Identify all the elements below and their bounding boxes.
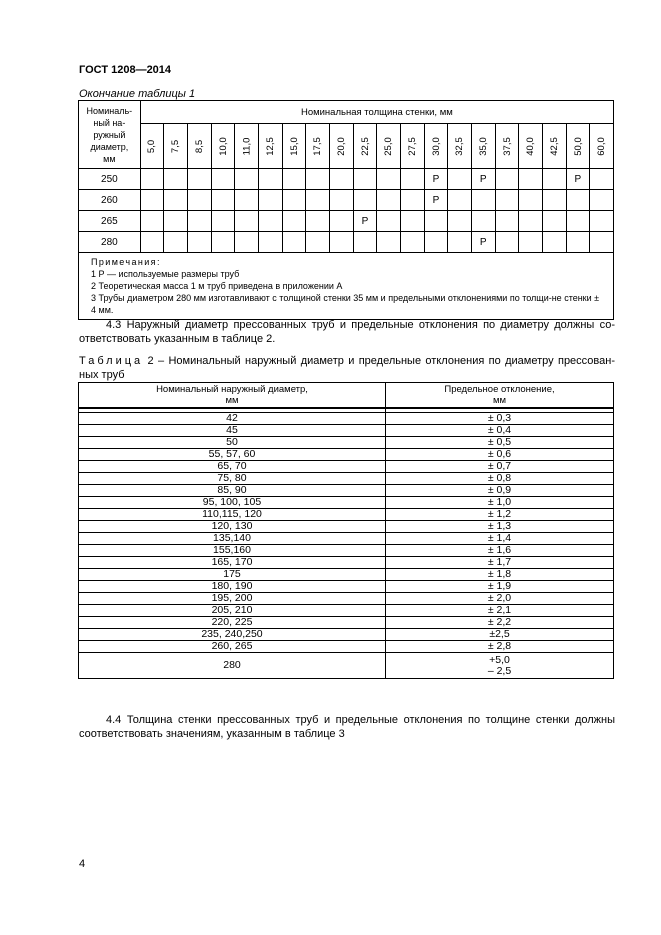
table1-header-row: [79, 101, 614, 124]
size-mark-cell: Р: [424, 169, 448, 190]
tolerance-cell: ± 0,4: [386, 425, 614, 437]
size-mark-cell: [495, 169, 519, 190]
header-line: Номинальный наружный диаметр,: [156, 384, 308, 395]
size-mark-cell: [377, 190, 401, 211]
thickness-column-header: [164, 124, 188, 169]
thickness-value: 11,0: [241, 137, 253, 155]
size-mark-cell: Р: [471, 169, 495, 190]
diameter-cell: 265: [79, 211, 141, 232]
size-mark-cell: [235, 169, 259, 190]
size-mark-cell: [353, 169, 377, 190]
size-mark-cell: [211, 169, 235, 190]
thickness-column-header: [282, 124, 306, 169]
corner-header-line: мм: [103, 153, 116, 164]
thickness-column-header: [566, 124, 590, 169]
size-mark-cell: Р: [353, 211, 377, 232]
diameter-cell: 205, 210: [79, 605, 386, 617]
thickness-column-header: [400, 124, 424, 169]
table2-row: [79, 485, 614, 497]
size-mark-cell: [566, 190, 590, 211]
thickness-column-header: [259, 124, 283, 169]
tolerance-cell: ± 1,8: [386, 569, 614, 581]
header-line: мм: [492, 395, 507, 406]
tolerance-cell: ± 2,8: [386, 641, 614, 653]
thickness-value: 32,5: [454, 136, 466, 156]
size-mark-cell: [400, 190, 424, 211]
thickness-column-header: [353, 124, 377, 169]
tolerance-lower: – 2,5: [487, 664, 512, 677]
size-mark-cell: [424, 211, 448, 232]
table1-thickness-header-row: [79, 124, 614, 169]
thickness-column-header: [495, 124, 519, 169]
size-mark-cell: Р: [471, 232, 495, 253]
size-mark-cell: [495, 232, 519, 253]
size-mark-cell: [353, 190, 377, 211]
size-mark-cell: [519, 232, 543, 253]
diameter-cell: 250: [79, 169, 141, 190]
table2-caption-text: 2 – Номинальный наружный диаметр и предельные отклонения по диаметру прессован-ных труб: [79, 355, 615, 381]
tolerance-cell: [386, 653, 614, 679]
thickness-column-header: [329, 124, 353, 169]
table2-row: [79, 413, 614, 425]
size-mark-cell: [566, 232, 590, 253]
diameter-cell: 180, 190: [79, 581, 386, 593]
thickness-value: 7,5: [170, 139, 182, 153]
size-mark-cell: [329, 211, 353, 232]
diameter-cell: 45: [79, 425, 386, 437]
size-mark-cell: [188, 211, 212, 232]
diameter-cell: 260, 265: [79, 641, 386, 653]
tolerance-cell: ± 0,3: [386, 413, 614, 425]
size-mark-cell: [235, 232, 259, 253]
size-mark-cell: [164, 211, 188, 232]
table2-row: [79, 557, 614, 569]
size-mark-cell: [542, 190, 566, 211]
tolerance-cell: ± 0,8: [386, 473, 614, 485]
size-mark-cell: [282, 211, 306, 232]
table2-row: [79, 629, 614, 641]
tolerance-cell: ± 1,7: [386, 557, 614, 569]
tolerance-cell: ± 1,6: [386, 545, 614, 557]
corner-header-line: Номиналь-: [86, 105, 133, 116]
size-mark-cell: [495, 211, 519, 232]
corner-header-line: ружный: [93, 129, 126, 140]
size-mark-cell: [400, 232, 424, 253]
diameter-cell: 195, 200: [79, 593, 386, 605]
table2-row: [79, 581, 614, 593]
table2-row: [79, 425, 614, 437]
size-mark-cell: [188, 169, 212, 190]
tolerance-cell: ± 0,6: [386, 449, 614, 461]
tolerance-cell: ± 1,3: [386, 521, 614, 533]
thickness-column-header: [140, 124, 164, 169]
tolerance-cell: ±2,5: [386, 629, 614, 641]
diameter-cell: 75, 80: [79, 473, 386, 485]
diameter-cell: 280: [79, 653, 386, 679]
table2-header-tolerance: [386, 383, 614, 409]
thickness-value: 37,5: [501, 136, 513, 156]
size-mark-cell: [259, 211, 283, 232]
table1-wall-thickness: [78, 100, 614, 320]
table2-row: [79, 653, 614, 679]
size-mark-cell: [329, 169, 353, 190]
table2-diameter-tolerances: [78, 382, 614, 679]
size-mark-cell: [329, 232, 353, 253]
size-mark-cell: [377, 169, 401, 190]
size-mark-cell: [164, 190, 188, 211]
size-mark-cell: [424, 232, 448, 253]
size-mark-cell: [590, 169, 614, 190]
thickness-value: 5,0: [146, 139, 158, 153]
table2-row: [79, 509, 614, 521]
thickness-column-header: [211, 124, 235, 169]
note-item: 3 Трубы диаметром 280 мм изготавливают с толщиной стенки 35 мм и предельными отклонениями по толщи-не стенки ± 4 мм.: [91, 293, 600, 315]
table2-row: [79, 497, 614, 509]
thickness-value: 50,0: [572, 136, 584, 156]
thickness-value: 27,5: [406, 136, 418, 156]
diameter-cell: 165, 170: [79, 557, 386, 569]
note-item: 1 Р — используемые размеры труб: [91, 269, 240, 279]
size-mark-cell: [211, 190, 235, 211]
thickness-column-header: [519, 124, 543, 169]
tolerance-cell: ± 1,2: [386, 509, 614, 521]
thickness-column-header: [471, 124, 495, 169]
thickness-column-header: [542, 124, 566, 169]
size-mark-cell: [306, 211, 330, 232]
size-mark-cell: [188, 190, 212, 211]
table2-row: [79, 521, 614, 533]
tolerance-cell: ± 2,2: [386, 617, 614, 629]
size-mark-cell: [235, 211, 259, 232]
diameter-cell: 155,160: [79, 545, 386, 557]
table2-row: [79, 449, 614, 461]
table1-row: [79, 211, 614, 232]
size-mark-cell: [471, 211, 495, 232]
size-mark-cell: [542, 211, 566, 232]
table2-row: [79, 437, 614, 449]
size-mark-cell: [306, 232, 330, 253]
size-mark-cell: [519, 190, 543, 211]
size-mark-cell: [542, 169, 566, 190]
thickness-value: 40,0: [525, 136, 537, 156]
size-mark-cell: [164, 169, 188, 190]
table1-row: [79, 169, 614, 190]
thickness-value: 12,5: [264, 136, 276, 156]
tolerance-cell: ± 0,9: [386, 485, 614, 497]
thickness-value: 42,5: [548, 136, 560, 156]
thickness-value: 8,5: [193, 139, 205, 153]
size-mark-cell: [566, 211, 590, 232]
table1-row: [79, 232, 614, 253]
tolerance-cell: ± 0,5: [386, 437, 614, 449]
size-mark-cell: [259, 190, 283, 211]
thickness-value: 10,0: [217, 136, 229, 156]
thickness-value: 22,5: [359, 136, 371, 156]
thickness-column-header: [448, 124, 472, 169]
size-mark-cell: [140, 211, 164, 232]
size-mark-cell: [140, 232, 164, 253]
diameter-cell: 42: [79, 413, 386, 425]
diameter-cell: 95, 100, 105: [79, 497, 386, 509]
diameter-cell: 260: [79, 190, 141, 211]
size-mark-cell: Р: [424, 190, 448, 211]
table2-row: [79, 569, 614, 581]
tolerance-cell: ± 2,0: [386, 593, 614, 605]
tolerance-cell: ± 1,4: [386, 533, 614, 545]
table2-header-row: [79, 383, 614, 409]
table1-caption: Окончание таблицы 1: [79, 88, 196, 100]
size-mark-cell: [282, 169, 306, 190]
thickness-value: 35,0: [477, 136, 489, 156]
diameter-cell: 235, 240,250: [79, 629, 386, 641]
tolerance-upper: +5,0: [489, 653, 510, 666]
table2-row: [79, 545, 614, 557]
tolerance-cell: ± 2,1: [386, 605, 614, 617]
page-number: 4: [79, 858, 86, 870]
size-mark-cell: [471, 190, 495, 211]
size-mark-cell: [211, 211, 235, 232]
notes-title: Примечания:: [91, 257, 161, 267]
diameter-cell: 85, 90: [79, 485, 386, 497]
paragraph-4-4: 4.4 Толщина стенки прессованных труб и предельные отклонения по толщине стенки должны соответствовать значениям, указанным в таблице 3: [79, 714, 615, 740]
corner-header-line: диаметр,: [90, 141, 129, 152]
diameter-cell: 65, 70: [79, 461, 386, 473]
corner-header-line: ный на-: [93, 117, 126, 128]
table2-row: [79, 461, 614, 473]
size-mark-cell: [590, 190, 614, 211]
size-mark-cell: [519, 169, 543, 190]
thickness-value: 60,0: [596, 136, 608, 156]
size-mark-cell: [400, 169, 424, 190]
thickness-column-header: [424, 124, 448, 169]
thickness-column-header: [377, 124, 401, 169]
table2-row: [79, 593, 614, 605]
tolerance-cell: ± 1,9: [386, 581, 614, 593]
thickness-column-header: [590, 124, 614, 169]
size-mark-cell: [306, 169, 330, 190]
size-mark-cell: [140, 190, 164, 211]
table2-row: [79, 617, 614, 629]
diameter-cell: 220, 225: [79, 617, 386, 629]
diameter-cell: 110,115, 120: [79, 509, 386, 521]
size-mark-cell: [448, 211, 472, 232]
size-mark-cell: [448, 232, 472, 253]
table2-caption: [79, 354, 615, 382]
header-line: Предельное отклонение,: [444, 384, 555, 395]
thickness-value: 30,0: [430, 136, 442, 156]
size-mark-cell: [448, 169, 472, 190]
diameter-cell: 55, 57, 60: [79, 449, 386, 461]
size-mark-cell: [590, 232, 614, 253]
thickness-column-header: [235, 124, 259, 169]
size-mark-cell: [306, 190, 330, 211]
size-mark-cell: [377, 211, 401, 232]
size-mark-cell: Р: [566, 169, 590, 190]
size-mark-cell: [259, 169, 283, 190]
header-line: мм: [225, 395, 239, 406]
thickness-value: 17,5: [312, 136, 324, 156]
size-mark-cell: [495, 190, 519, 211]
table1-notes-row: [79, 253, 614, 320]
paragraph-4-3: 4.3 Наружный диаметр прессованных труб и предельные отклонения по диаметру должны со-ответствовать указанным в таблице 2.: [79, 319, 615, 345]
table2-row: [79, 533, 614, 545]
table1-group-header: Номинальная толщина стенки, мм: [140, 101, 613, 124]
size-mark-cell: [590, 211, 614, 232]
thickness-value: 25,0: [383, 136, 395, 156]
size-mark-cell: [164, 232, 188, 253]
table1-row: [79, 190, 614, 211]
thickness-value: 15,0: [288, 136, 300, 156]
size-mark-cell: [211, 232, 235, 253]
table2-caption-word: Таблица: [79, 355, 144, 367]
size-mark-cell: [377, 232, 401, 253]
size-mark-cell: [400, 211, 424, 232]
diameter-cell: 120, 130: [79, 521, 386, 533]
size-mark-cell: [329, 190, 353, 211]
table2-row: [79, 641, 614, 653]
size-mark-cell: [140, 169, 164, 190]
thickness-column-header: [188, 124, 212, 169]
thickness-column-header: [306, 124, 330, 169]
size-mark-cell: [235, 190, 259, 211]
size-mark-cell: [282, 232, 306, 253]
table2-header-diameter: [79, 383, 386, 409]
note-item: 2 Теоретическая масса 1 м труб приведена в приложении А: [91, 281, 343, 291]
size-mark-cell: [448, 190, 472, 211]
thickness-value: 20,0: [335, 136, 347, 156]
size-mark-cell: [353, 232, 377, 253]
table1-notes: [79, 253, 614, 320]
size-mark-cell: [259, 232, 283, 253]
diameter-cell: 135,140: [79, 533, 386, 545]
size-mark-cell: [542, 232, 566, 253]
size-mark-cell: [282, 190, 306, 211]
table2-row: [79, 605, 614, 617]
diameter-cell: 175: [79, 569, 386, 581]
diameter-cell: 280: [79, 232, 141, 253]
document-header: ГОСТ 1208—2014: [79, 64, 172, 76]
diameter-cell: 50: [79, 437, 386, 449]
size-mark-cell: [519, 211, 543, 232]
tolerance-cell: ± 0,7: [386, 461, 614, 473]
tolerance-cell: ± 1,0: [386, 497, 614, 509]
size-mark-cell: [188, 232, 212, 253]
table1-corner-header: [79, 101, 141, 169]
table2-row: [79, 473, 614, 485]
